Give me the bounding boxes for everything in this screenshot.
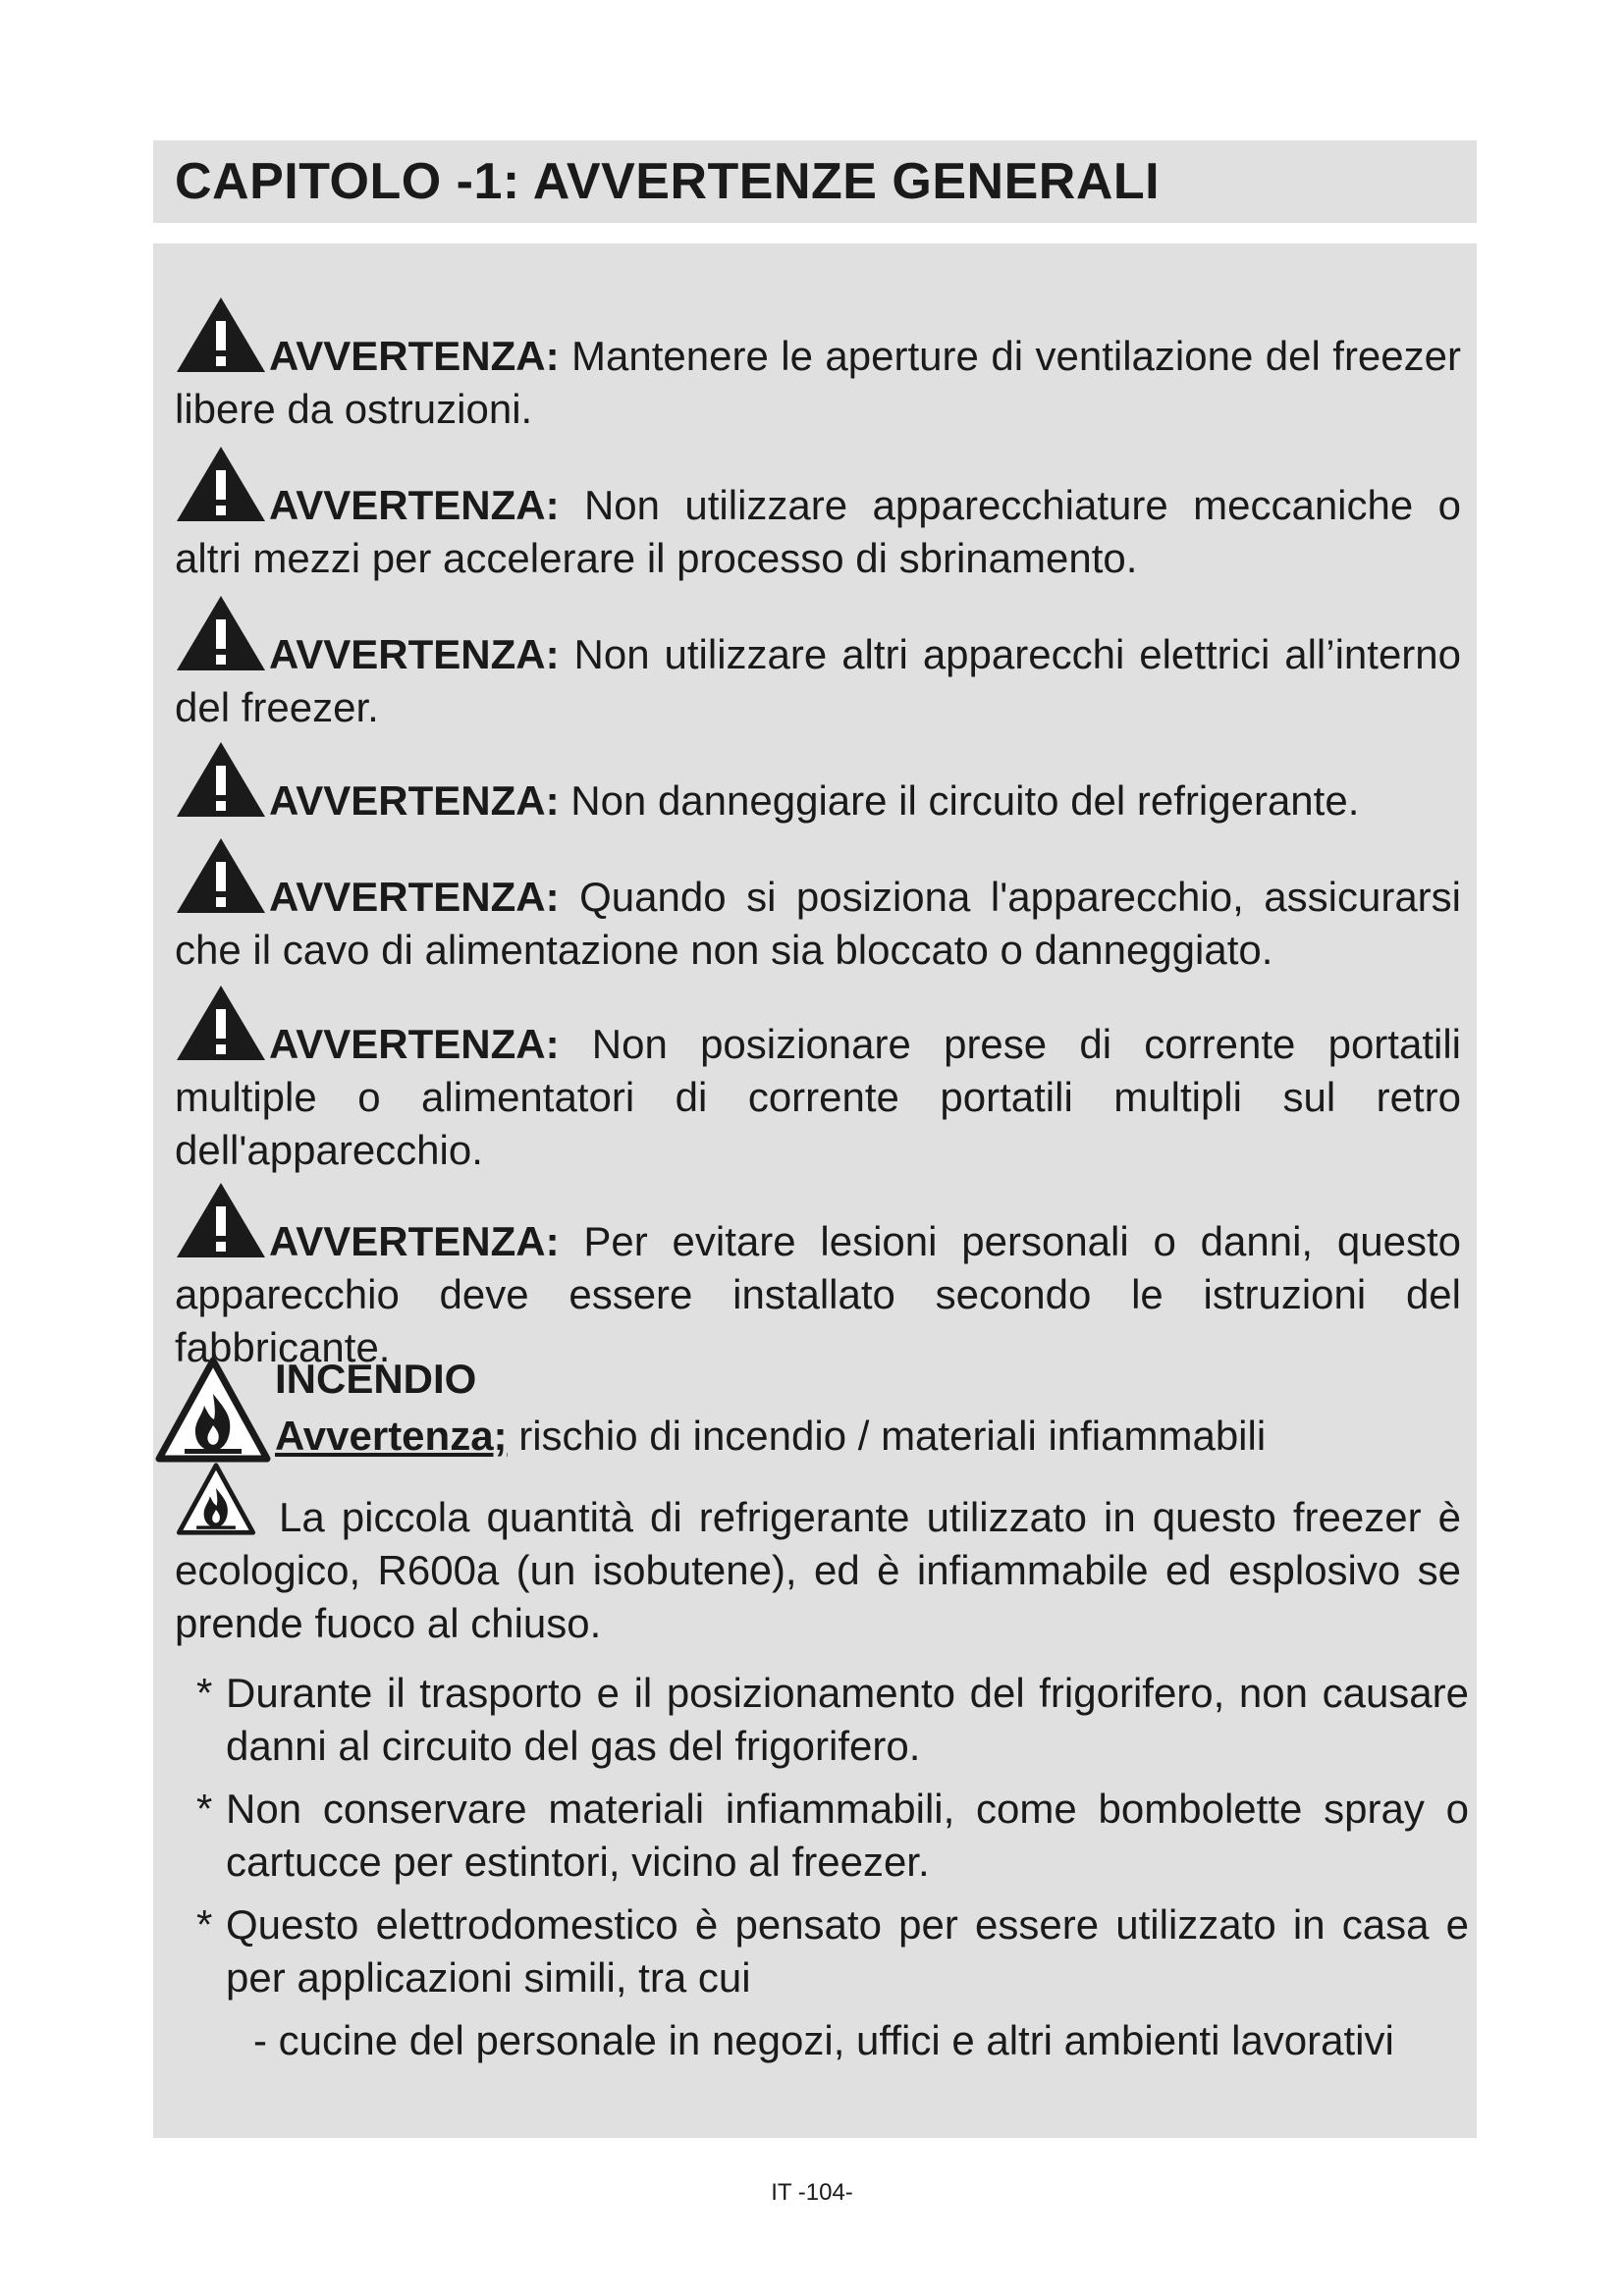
warning-triangle-icon (175, 740, 267, 819)
fire-warning-line (275, 1410, 1266, 1463)
warning-label: AVVERTENZA: (269, 777, 560, 824)
bullet-marker: * (196, 1670, 213, 1716)
fire-warning-label: Avvertenza; (275, 1413, 508, 1459)
bullet-text: Durante il trasporto e il posizionamento del frigorifero, non causare danni al circuito del gas del frigorifero. (226, 1670, 1469, 1769)
sub-list-item: - cucine del personale in negozi, uffici e altri ambienti lavorativi (253, 2017, 1394, 2063)
fire-hazard-icon (155, 1357, 271, 1463)
warning-item (175, 740, 1461, 828)
fire-paragraph-text: La piccola quantità di refrigerante utilizzato in questo freezer è ecologico, R600a (un isobutene), ed è infiammabile ed esplosivo se prende fuoco al chiuso. (175, 1494, 1461, 1646)
warning-triangle-icon (175, 1181, 267, 1259)
warning-triangle-icon (175, 445, 267, 523)
fire-title: INCENDIO (275, 1356, 477, 1402)
page-number: IT -104- (771, 2179, 853, 2206)
fire-hazard-header (153, 1343, 1469, 1470)
warning-text: Mantenere le aperture di ventilazione del freezer libere da ostruzioni. (175, 333, 1461, 432)
bullet-list (175, 1667, 1469, 2067)
warning-text: Non danneggiare il circuito del refrigerante. (559, 777, 1360, 824)
warning-text: Non utilizzare apparecchiature meccaniche o altri mezzi per accelerare il processo di sbrinamento. (175, 482, 1461, 581)
list-item (175, 1783, 1469, 1889)
warning-item (175, 836, 1461, 977)
warning-label: AVVERTENZA: (269, 874, 560, 920)
warning-label: AVVERTENZA: (269, 1218, 560, 1264)
warning-text: Quando si posiziona l'apparecchio, assicurarsi che il cavo di alimentazione non sia bloccato o danneggiato. (175, 874, 1461, 973)
warning-item (175, 445, 1461, 585)
warning-triangle-icon (175, 984, 267, 1062)
warnings-panel (153, 243, 1477, 2138)
chapter-title: CAPITOLO -1: AVVERTENZE GENERALI (175, 153, 1161, 210)
fire-paragraph (175, 1463, 1461, 1650)
list-item (175, 1667, 1469, 1773)
list-item (175, 1898, 1469, 2004)
fire-warning-text: rischio di incendio / materiali infiammabili (507, 1413, 1267, 1459)
warning-item (175, 984, 1461, 1177)
warning-triangle-icon (175, 295, 267, 374)
bullet-marker: * (196, 1901, 213, 1948)
fire-hazard-icon (175, 1463, 257, 1535)
warning-triangle-icon (175, 836, 267, 915)
warning-text: Non posizionare prese di corrente portatili multiple o alimentatori di corrente portatili multipli sul retro dell'apparecchio. (175, 1021, 1461, 1173)
warning-label: AVVERTENZA: (269, 1021, 560, 1067)
bullet-text: Questo elettrodomestico è pensato per essere utilizzato in casa e per applicazioni simili, tra cui (226, 1901, 1469, 2001)
warning-label: AVVERTENZA: (269, 631, 560, 677)
warning-item (175, 594, 1461, 734)
warning-label: AVVERTENZA: (269, 333, 560, 379)
warning-text: Per evitare lesioni personali o danni, questo apparecchio deve essere installato secondo le istruzioni del fabbricante. (175, 1218, 1461, 1370)
chapter-header (153, 140, 1477, 223)
bullet-text: Non conservare materiali infiammabili, come bombolette spray o cartucce per estintori, vicino al freezer. (226, 1786, 1469, 1885)
warning-triangle-icon (175, 594, 267, 672)
warning-item (175, 295, 1461, 436)
warning-text: Non utilizzare altri apparecchi elettrici all’interno del freezer. (175, 631, 1461, 730)
bullet-marker: * (196, 1786, 213, 1832)
warning-label: AVVERTENZA: (269, 482, 560, 528)
